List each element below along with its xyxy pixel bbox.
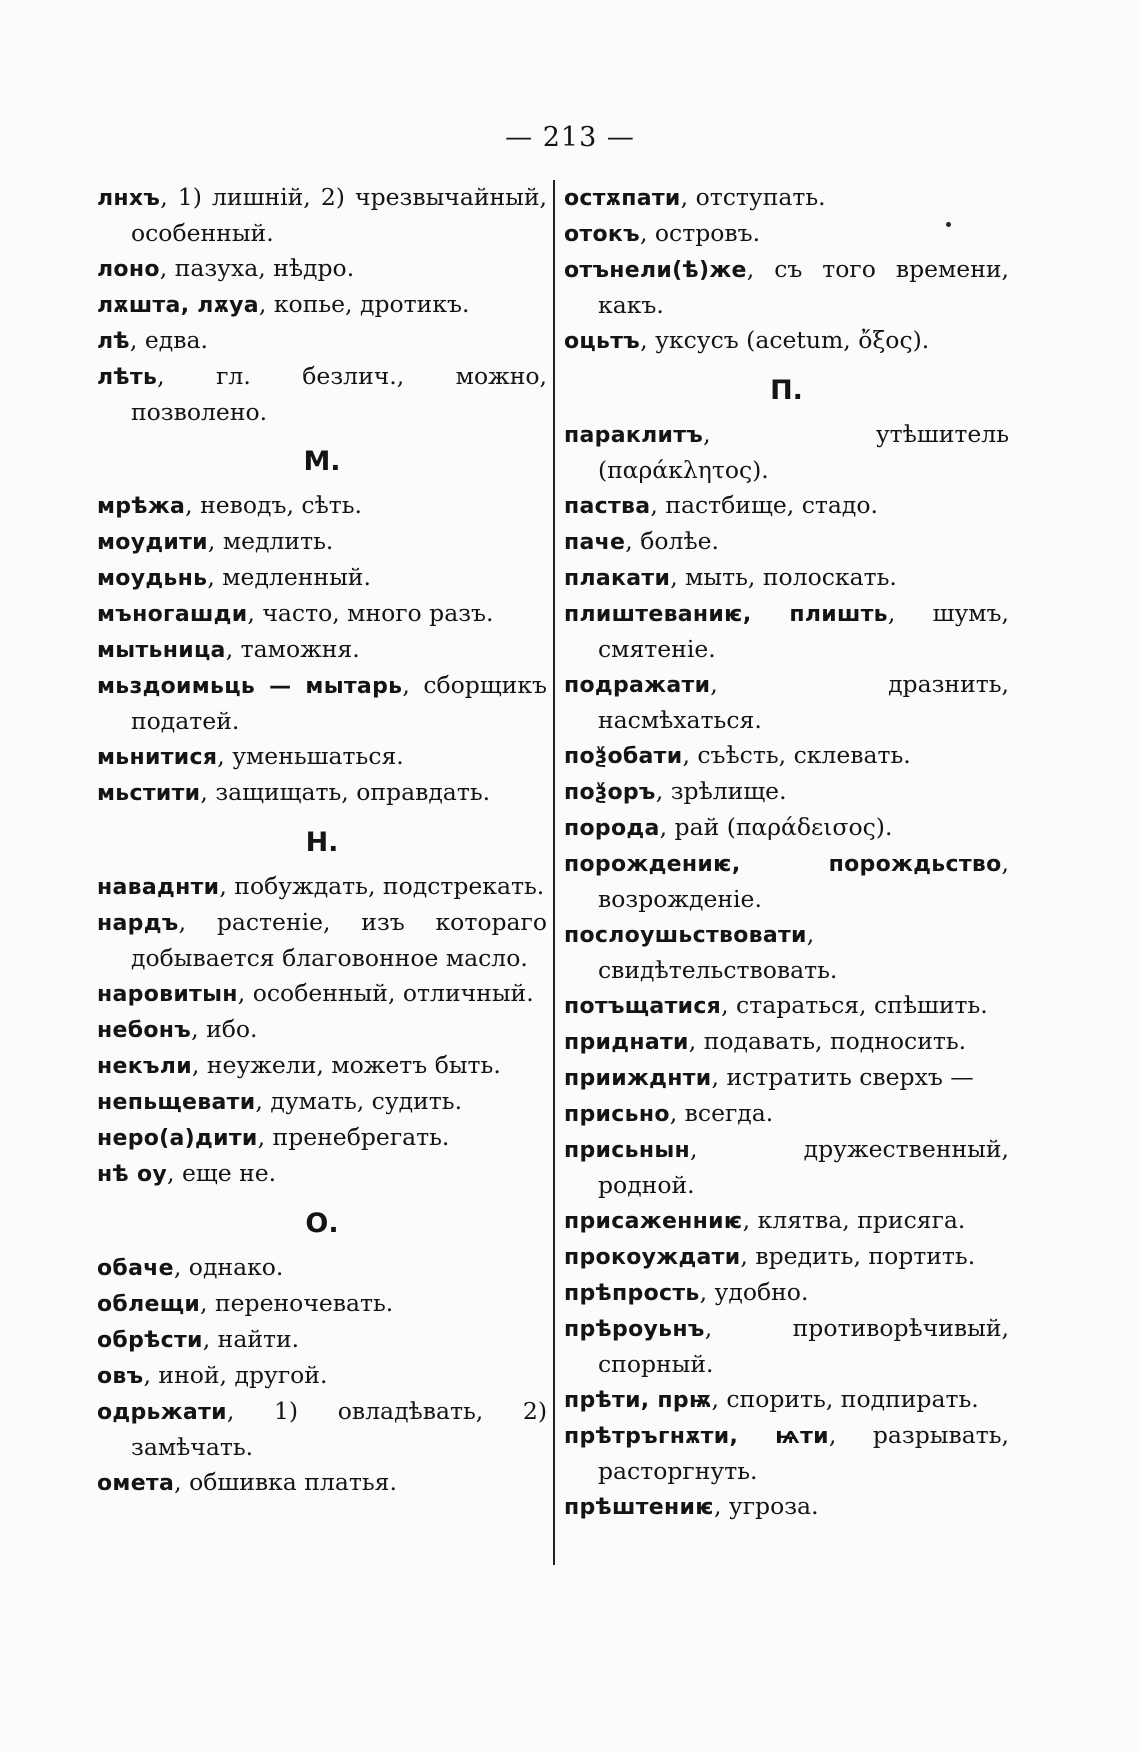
entry-definition: , пренебрегать.	[257, 1123, 450, 1151]
dictionary-entry	[564, 417, 1009, 488]
entry-definition: , особенный, отличный.	[237, 979, 534, 1007]
dictionary-entry	[564, 810, 1009, 846]
dictionary-entry	[564, 1418, 1009, 1489]
left-column	[97, 180, 547, 1501]
dictionary-entry	[97, 1250, 547, 1286]
entry-headword: плиштеваниѥ, плишть	[564, 602, 888, 627]
entry-definition: , противорѣчивый, спорный.	[598, 1314, 1009, 1378]
dictionary-entry	[97, 560, 547, 596]
dictionary-entry	[564, 1024, 1009, 1060]
dictionary-entry	[564, 524, 1009, 560]
entry-headword: моудити	[97, 530, 208, 555]
entry-definition: , болѣе.	[625, 527, 719, 555]
entry-headword: прѣштениѥ	[564, 1495, 714, 1520]
entry-headword: одрьжати	[97, 1400, 227, 1425]
dictionary-entry	[564, 846, 1009, 917]
dictionary-entry	[97, 869, 547, 905]
entry-headword: прѣтръгнѫти, ѩти	[564, 1424, 829, 1449]
entry-definition: , съѣсть, склевать.	[682, 741, 911, 769]
entry-definition: , иной, другой.	[143, 1361, 328, 1389]
entry-headword: моудьнь	[97, 566, 208, 591]
entry-definition: , мыть, полоскать.	[670, 563, 897, 591]
dictionary-entry	[564, 1275, 1009, 1311]
dictionary-entry	[97, 1465, 547, 1501]
entry-headword: присьнын	[564, 1138, 691, 1163]
dictionary-entry	[97, 1286, 547, 1322]
entry-headword: некъли	[97, 1054, 192, 1079]
entry-definition: , зрѣлище.	[655, 777, 787, 805]
entry-headword: лоно	[97, 257, 160, 282]
entry-headword: лѣть	[97, 365, 158, 390]
entry-headword: наваднти	[97, 875, 220, 900]
entry-headword: мъногашди	[97, 602, 248, 627]
dictionary-entry	[564, 1311, 1009, 1382]
entry-definition: , растеніе, изъ котораго добывается благовонное масло.	[131, 908, 547, 972]
entry-definition: , дружественный, родной.	[598, 1135, 1009, 1199]
entry-headword: мытьница	[97, 638, 226, 663]
dictionary-entry	[97, 359, 547, 430]
dictionary-entry	[97, 1120, 547, 1156]
entry-headword: наровитын	[97, 982, 238, 1007]
dictionary-entry	[97, 976, 547, 1012]
entry-definition: , 1) лишній, 2) чрезвычайный, особенный.	[131, 183, 547, 247]
entry-headword: плакати	[564, 566, 671, 591]
entry-headword: присьно	[564, 1102, 670, 1127]
entry-headword: послоушьствовати	[564, 923, 807, 948]
dictionary-entry	[97, 1048, 547, 1084]
entry-headword: неро(а)дити	[97, 1126, 258, 1151]
entry-headword: поѯоръ	[564, 780, 656, 805]
dictionary-entry	[564, 252, 1009, 323]
entry-headword: отънели(ѣ)же	[564, 258, 747, 283]
entry-headword: непьщевати	[97, 1090, 256, 1115]
entry-definition: , спорить, подпирать.	[711, 1385, 979, 1413]
dictionary-entry	[97, 1394, 547, 1465]
dictionary-entry	[97, 1358, 547, 1394]
entry-headword: паства	[564, 494, 651, 519]
entry-definition: , всегда.	[669, 1099, 774, 1127]
entry-definition: , пастбище, стадо.	[650, 491, 878, 519]
entry-headword: присаженниѥ	[564, 1209, 743, 1234]
dictionary-entry	[564, 917, 1009, 988]
entry-definition: , отступать.	[680, 183, 826, 211]
entry-headword: параклитъ	[564, 423, 704, 448]
entry-definition: , угроза.	[713, 1492, 819, 1520]
entry-headword: мьнитися	[97, 745, 218, 770]
page-number: — 213 —	[505, 122, 635, 153]
dictionary-entry	[97, 287, 547, 323]
entry-definition: , едва.	[129, 326, 208, 354]
entry-definition: , разрывать, расторгнуть.	[598, 1421, 1009, 1485]
section-letter-heading: М.	[303, 446, 341, 477]
entry-headword: порождениѥ, порождьство	[564, 852, 1002, 877]
entry-definition: , медлить.	[207, 527, 334, 555]
entry-definition: , копье, дротикъ.	[258, 290, 470, 318]
entry-definition: , сборщикъ податей.	[131, 671, 547, 735]
dictionary-entry	[97, 251, 547, 287]
entry-definition: , подавать, подносить.	[688, 1027, 967, 1055]
entry-headword: лнхъ	[97, 186, 161, 211]
entry-definition: , найти.	[202, 1325, 300, 1353]
dictionary-entry	[564, 1060, 1009, 1096]
dictionary-entry	[97, 323, 547, 359]
entry-definition: , рай (παράδεισος).	[659, 813, 893, 841]
entry-headword: небонъ	[97, 1018, 192, 1043]
entry-headword: прокоуждати	[564, 1245, 741, 1270]
entry-headword: лѫшта, лѫуа	[97, 293, 259, 318]
dictionary-entry	[97, 180, 547, 251]
entry-definition: , ибо.	[191, 1015, 258, 1043]
dictionary-entry	[97, 1322, 547, 1358]
entry-definition: , возрожденіе.	[598, 849, 1009, 913]
entry-definition: , побуждать, подстрекать.	[219, 872, 545, 900]
entry-definition: , уменьшаться.	[217, 742, 404, 770]
entry-definition: , однако.	[173, 1253, 284, 1281]
section-letter-heading: О.	[305, 1208, 339, 1239]
entry-definition: , гл. безлич., можно, позволено.	[131, 362, 547, 426]
section-letter-heading: П.	[770, 375, 803, 406]
entry-headword: мьстити	[97, 781, 201, 806]
dictionary-entry	[564, 1096, 1009, 1132]
entry-headword: порода	[564, 816, 660, 841]
entry-definition: , свидѣтельствовать.	[598, 920, 838, 984]
dictionary-entry	[97, 1156, 547, 1192]
dictionary-entry	[97, 524, 547, 560]
entry-headword: подражати	[564, 673, 711, 698]
entry-headword: овъ	[97, 1364, 144, 1389]
dictionary-entry	[97, 1012, 547, 1048]
section-letter-heading: Н.	[305, 827, 339, 858]
dictionary-entry	[97, 668, 547, 739]
entry-definition: , утѣшитель (παράκλητος).	[598, 420, 1009, 484]
entry-definition: , истратить сверхъ —	[711, 1063, 974, 1091]
entry-headword: поѯобати	[564, 744, 683, 769]
entry-headword: паче	[564, 530, 626, 555]
entry-definition: , неужели, можетъ быть.	[191, 1051, 501, 1079]
entry-definition: , переночевать.	[200, 1289, 394, 1317]
dictionary-entry	[564, 1239, 1009, 1275]
entry-definition: , шумъ, смятеніе.	[598, 599, 1009, 663]
entry-headword: приднати	[564, 1030, 689, 1055]
entry-definition: , стараться, спѣшить.	[721, 991, 988, 1019]
entry-definition: , 1) овладѣвать, 2) замѣчать.	[131, 1397, 547, 1461]
entry-headword: лѣ	[97, 329, 130, 354]
dictionary-entry	[564, 1382, 1009, 1418]
entry-headword: остѫпати	[564, 186, 681, 211]
dictionary-entry	[97, 632, 547, 668]
entry-definition: , дразнить, насмѣхаться.	[598, 670, 1009, 734]
entry-headword: потъщатися	[564, 994, 722, 1019]
entry-definition: , таможня.	[225, 635, 360, 663]
dictionary-entry	[564, 180, 1009, 216]
entry-definition: , клятва, присяга.	[742, 1206, 966, 1234]
entry-definition: , островъ.	[639, 219, 761, 247]
ink-speck	[946, 222, 951, 227]
dictionary-entry	[564, 323, 1009, 359]
entry-headword: обрѣсти	[97, 1328, 203, 1353]
dictionary-entry	[564, 667, 1009, 738]
entry-headword: нардъ	[97, 911, 179, 936]
entry-definition: , обшивка платья.	[174, 1468, 397, 1496]
entry-definition: , защищать, оправдать.	[200, 778, 491, 806]
entry-headword: приижднти	[564, 1066, 712, 1091]
entry-definition: , вредить, портить.	[740, 1242, 976, 1270]
dictionary-entry	[564, 1489, 1009, 1525]
entry-definition: , медленный.	[207, 563, 371, 591]
entry-definition: , неводъ, сѣть.	[185, 491, 363, 519]
entry-definition: , думать, судить.	[255, 1087, 463, 1115]
dictionary-entry	[97, 1084, 547, 1120]
entry-definition: , пазуха, нѣдро.	[159, 254, 355, 282]
dictionary-entry	[564, 488, 1009, 524]
dictionary-entry	[97, 905, 547, 976]
entry-headword: нѣ оу	[97, 1162, 168, 1187]
dictionary-entry	[564, 774, 1009, 810]
entry-headword: мрѣжа	[97, 494, 186, 519]
dictionary-entry	[97, 596, 547, 632]
dictionary-entry	[564, 1203, 1009, 1239]
entry-headword: омета	[97, 1471, 175, 1496]
dictionary-entry	[97, 775, 547, 811]
dictionary-entry	[97, 739, 547, 775]
entry-definition: , часто, много разъ.	[247, 599, 494, 627]
entry-headword: прѣпрость	[564, 1281, 700, 1306]
entry-definition: , еще не.	[167, 1159, 277, 1187]
right-column	[564, 180, 1009, 1525]
entry-headword: прѣроуьнъ	[564, 1317, 705, 1342]
entry-headword: обаче	[97, 1256, 174, 1281]
entry-definition: , уксусъ (acetum, ὄξος).	[640, 326, 930, 354]
entry-headword: оцьтъ	[564, 329, 641, 354]
dictionary-entry	[564, 216, 1009, 252]
entry-headword: облещи	[97, 1292, 201, 1317]
dictionary-entry	[564, 560, 1009, 596]
entry-headword: мьздоимьць — мытарь	[97, 674, 403, 699]
entry-headword: отокъ	[564, 222, 640, 247]
dictionary-entry	[564, 988, 1009, 1024]
dictionary-entry	[564, 738, 1009, 774]
entry-definition: , съ того времени, какъ.	[598, 255, 1009, 319]
entry-headword: прѣти, прѭ	[564, 1388, 712, 1413]
dictionary-entry	[564, 1132, 1009, 1203]
entry-definition: , удобно.	[699, 1278, 809, 1306]
column-divider	[553, 180, 555, 1565]
dictionary-entry	[564, 596, 1009, 667]
dictionary-entry	[97, 488, 547, 524]
